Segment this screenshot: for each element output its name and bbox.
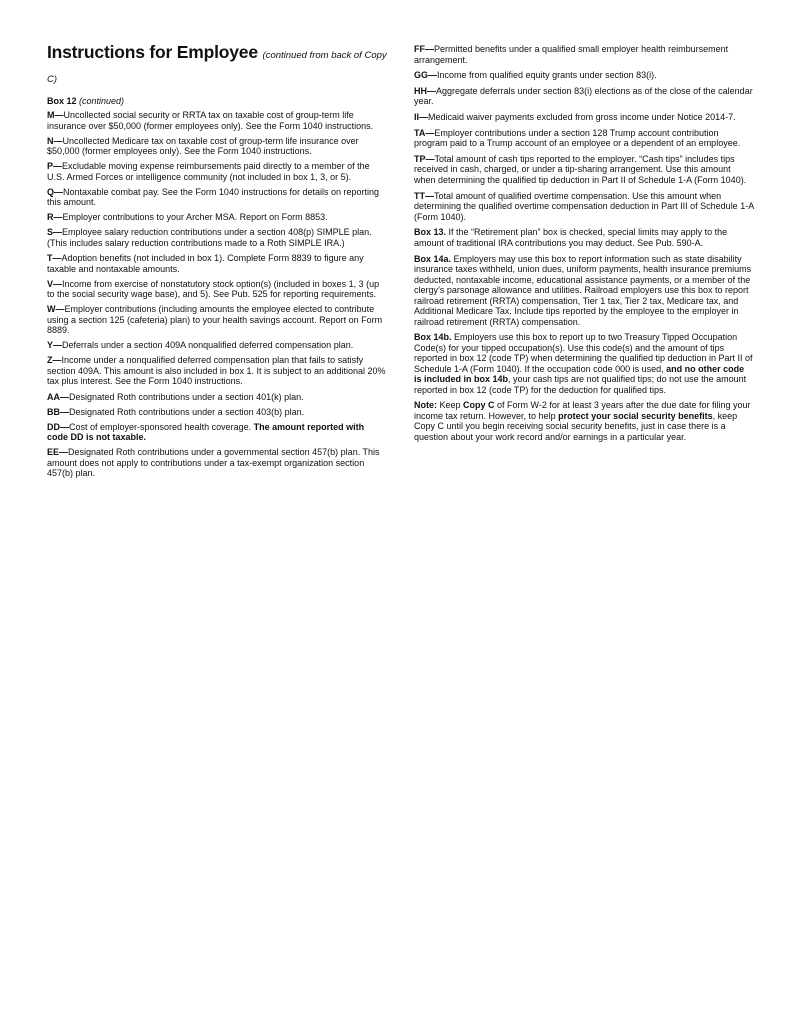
code-entry-p [47, 161, 387, 182]
box12-continued: (continued) [79, 96, 125, 106]
code-label: BB [47, 406, 60, 417]
code-text: Employer contributions under a section 128 Trump account contribution program paid to a Trump account of an employee or a dependent of an employee. [414, 127, 741, 149]
code-label: Q [47, 186, 55, 197]
code-label: AA [47, 391, 60, 402]
code-label: Z [47, 355, 53, 366]
code-label: TP [414, 153, 426, 164]
code-entry-t [47, 253, 387, 274]
code-text: Uncollected Medicare tax on taxable cost of group-term life insurance over $50,000 (former employees only). See the Form 1040 instructions. [47, 135, 359, 157]
box12-heading [47, 96, 387, 107]
code-dash: — [60, 406, 69, 417]
box12-codes-list-left [47, 110, 387, 417]
note-copy-c: Copy C [463, 400, 495, 411]
code-label: T [47, 253, 53, 264]
box12-label: Box 12 [47, 96, 77, 106]
code-text: Adoption benefits (not included in box 1). Complete Form 8839 to figure any taxable and nontaxable amounts. [47, 253, 364, 274]
code-text: Designated Roth contributions under a section 401(k) plan. [69, 391, 304, 402]
code-text: Income from exercise of nonstatutory stock option(s) (included in boxes 1, 3 (up to the social security wage base), and 5). See Pub. 525 for reporting requirements. [47, 278, 380, 300]
code-dash: — [427, 85, 436, 96]
note-protect-benefits: protect your social security benefits [558, 410, 713, 421]
code-text: Employer contributions to your Archer MSA. Report on Form 8853. [62, 212, 328, 223]
box14b-text-1: Employers use this box to report up to two Treasury Tipped Occupation Code(s) for your tipped occupation(s). Use this code(s) and the amount of tips reported in box 12 (code TP) when determining the qualified tip deduction in Part II of Schedule 1-A (Form 1040). If the occupation code 000 is used, [414, 332, 753, 374]
code-text: Excludable moving expense reimbursements paid directly to a member of the U.S. Armed Forces or intelligence community (not included in box 1, 3, or 5). [47, 161, 370, 182]
box14b-paragraph [414, 332, 754, 395]
code-label: II [414, 112, 420, 123]
code-entry-z [47, 355, 387, 387]
code-entry-bb [47, 407, 387, 418]
code-dash: — [52, 253, 62, 264]
code-entry-r [47, 212, 387, 223]
code-text: Employee salary reduction contributions under a section 408(p) SIMPLE plan. (This includes salary reduction contributions made to a Roth SIMPLE IRA.) [47, 227, 372, 248]
box13-label: Box 13. [414, 227, 447, 238]
code-text: Cost of employer-sponsored health coverage. [69, 421, 254, 432]
code-label: GG [414, 70, 429, 81]
code-entry-s [47, 227, 387, 248]
code-dash: — [53, 227, 63, 238]
code-entry-hh [414, 86, 754, 107]
box13-text: If the “Retirement plan” box is checked, special limits may apply to the amount of traditional IRA contributions you may deduct. See Pub. 590-A. [414, 227, 728, 248]
code-entry-ii [414, 112, 754, 123]
code-label: TT [414, 190, 425, 201]
code-text: Aggregate deferrals under section 83(i) elections as of the close of the calendar year. [414, 85, 753, 107]
code-label: S [47, 227, 54, 238]
page-title [47, 42, 387, 90]
code-label: EE [47, 447, 60, 458]
left-column [47, 42, 387, 483]
code-label: W [47, 304, 56, 315]
code-text: Uncollected social security or RRTA tax on taxable cost of group-term life insurance over $50,000 (former employees only). See the Form 1040 instructions. [47, 110, 374, 131]
code-label: R [47, 212, 54, 223]
code-entry-aa [47, 392, 387, 403]
box14b-bold-text: and no other code is included in box 14b [414, 363, 745, 385]
code-entry-tt [414, 191, 754, 223]
code-dash: — [53, 135, 63, 146]
code-text: Income under a nonqualified deferred compensation plan that fails to satisfy section 409A. This amount is also included in box 1. It is subject to an additional 20% tax plus interest. See the Form 1040 instructions. [47, 355, 386, 387]
code-text: Employer contributions (including amounts the employee elected to contribute using a section 125 (cafeteria) plan) to your health savings account. Report on Form 8889. [47, 304, 383, 336]
note-text-2: of Form W-2 for at least 3 years after the due date for filing your income tax return. However, to help [414, 400, 751, 421]
box13-paragraph [414, 227, 754, 248]
code-dash: — [60, 421, 69, 432]
code-label: P [47, 161, 54, 172]
code-entry-tp [414, 154, 754, 186]
code-dash: — [53, 340, 63, 351]
box14b-text-2: , your cash tips are not qualified tips; do not use the amount reported in box 12 (code TP) for the deduction for qualified tips. [414, 374, 747, 395]
code-text: Nontaxable combat pay. See the Form 1040 instructions for details on reporting this amount. [47, 186, 380, 208]
box14a-paragraph [414, 254, 754, 328]
code-text: Total amount of cash tips reported to the employer. “Cash tips” includes tips received in cash, charged, or under a tip-sharing arrangement. Use this amount when determining the qualified tip deduction in Part II of Schedule 1-A (Form 1040). [414, 153, 747, 185]
code-label: V [47, 278, 54, 289]
box14a-text: Employers may use this box to report information such as state disability insurance taxes withheld, union dues, uniform payments, health insurance premiums deducted, nontaxable income, educational assistance payments, or a member of the clergy’s parsonage allowance and utilities. Railroad employers use this box to report railroad retirement (RRTA) compensation, Tier 1 tax, Tier 2 tax, Medicare tax, and Additional Medicare Tax. Include tips reported by the employee to the employer in railroad retirement (RRTA) compensation. [414, 253, 752, 327]
code-entry-m [47, 110, 387, 131]
code-label: HH [414, 85, 427, 96]
code-dash: — [419, 112, 429, 123]
code-dash: — [425, 153, 435, 164]
code-dash: — [60, 391, 69, 402]
code-entry-ee [47, 447, 387, 479]
right-column [414, 44, 754, 448]
code-label: TA [414, 127, 426, 138]
code-entry-n [47, 136, 387, 157]
code-bold-text: The amount reported with code DD is not taxable. [47, 421, 365, 443]
title-subtitle: (continued from back of Copy C) [47, 50, 387, 85]
code-entry-w [47, 304, 387, 336]
code-dash: — [425, 127, 435, 138]
code-label: Y [47, 340, 54, 351]
note-paragraph [414, 400, 754, 442]
code-entry-v [47, 279, 387, 300]
code-entry-y [47, 340, 387, 351]
code-text: Designated Roth contributions under a section 403(b) plan. [69, 406, 305, 417]
note-text-3: , keep Copy C until you begin receiving social security benefits, just in case there is a question about your work record and/or earnings in a particular year. [414, 410, 738, 442]
code-dash: — [425, 190, 434, 201]
code-dash: — [59, 447, 69, 458]
code-label: DD [47, 421, 60, 432]
code-text: Income from qualified equity grants under section 83(i). [437, 70, 657, 81]
code-dash: — [54, 186, 64, 197]
code-dash: — [53, 212, 63, 223]
code-entry-ta [414, 128, 754, 149]
code-entry-gg [414, 70, 754, 81]
note-label: Note: [414, 400, 437, 411]
code-dash: — [55, 304, 65, 315]
code-label: M [47, 110, 55, 120]
code-text: Permitted benefits under a qualified small employer health reimbursement arrangement. [414, 44, 729, 65]
code-dash: — [52, 355, 62, 366]
title-text: Instructions for Employee [47, 42, 258, 62]
code-label: N [47, 135, 54, 146]
code-entry-q [47, 187, 387, 208]
code-dash: — [425, 44, 434, 54]
code-text: Total amount of qualified overtime compensation. Use this amount when determining the qualified overtime compensation deduction in Part III of Schedule 1-A (Form 1040). [414, 190, 754, 222]
code-text: Deferrals under a section 409A nonqualified deferred compensation plan. [62, 340, 354, 351]
code-dash: — [54, 110, 64, 120]
code-text: Designated Roth contributions under a governmental section 457(b) plan. This amount does not apply to contributions under a tax-exempt organization section 457(b) plan. [47, 447, 380, 479]
box12-codes-list-right [414, 44, 754, 222]
code-dash: — [53, 161, 63, 172]
code-text: Medicaid waiver payments excluded from gross income under Notice 2014-7. [428, 112, 736, 123]
box14b-label: Box 14b. [414, 332, 452, 343]
note-text-1: Keep [437, 400, 464, 411]
box14a-label: Box 14a. [414, 253, 452, 264]
code-entry-dd [47, 422, 387, 443]
code-dash: — [428, 70, 438, 81]
code-label: FF [414, 44, 425, 54]
code-entry-ff [414, 44, 754, 65]
code-dash: — [53, 278, 63, 289]
